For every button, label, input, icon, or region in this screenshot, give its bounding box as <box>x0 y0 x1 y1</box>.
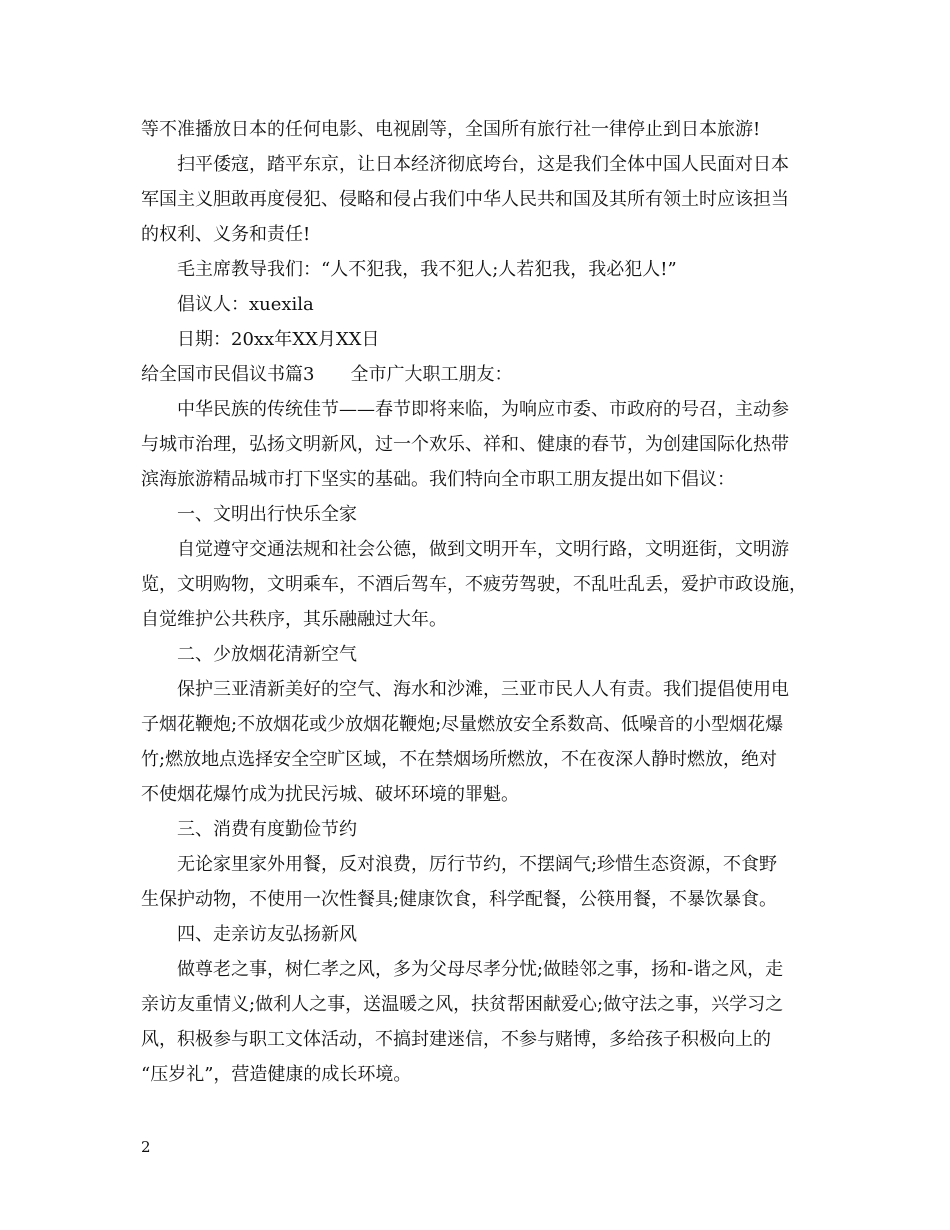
text-line: 给全国市民倡议书篇3 全市广大职工朋友： <box>141 364 513 385</box>
text-line: 子烟花鞭炮;不放烟花或少放烟花鞭炮;尽量燃放安全系数高、低噪音的小型烟花爆 <box>141 714 784 735</box>
text-line: 二、少放烟花清新空气 <box>177 644 357 665</box>
text-line: 生保护动物，不使用一次性餐具;健康饮食，科学配餐，公筷用餐，不暴饮暴食。 <box>141 889 778 910</box>
text-line: 自觉遵守交通法规和社会公德，做到文明开车，文明行路，文明逛街，文明游 <box>177 539 789 560</box>
text-line: 四、走亲访友弘扬新风 <box>177 924 357 945</box>
page-number: 2 <box>141 1138 151 1156</box>
text-line: 保护三亚清新美好的空气、海水和沙滩，三亚市民人人有责。我们提倡使用电 <box>177 679 789 700</box>
text-line: 军国主义胆敢再度侵犯、侵略和侵占我们中华人民共和国及其所有领土时应该担当 <box>141 189 789 210</box>
text-line: 不使烟花爆竹成为扰民污城、破坏环境的罪魁。 <box>141 784 519 805</box>
text-line: 无论家里家外用餐，反对浪费，厉行节约，不摆阔气;珍惜生态资源，不食野 <box>177 854 778 875</box>
text-line: 三、消费有度勤俭节约 <box>177 819 357 840</box>
text-line: 扫平倭寇，踏平东京，让日本经济彻底垮台，这是我们全体中国人民面对日本 <box>177 154 789 175</box>
text-line: 滨海旅游精品城市打下坚实的基础。我们特向全市职工朋友提出如下倡议： <box>141 469 735 490</box>
text-line: 的权利、义务和责任! <box>141 224 311 245</box>
text-line: 览，文明购物，文明乘车，不酒后驾车，不疲劳驾驶，不乱吐乱丢，爱护市政设施， <box>141 574 807 595</box>
text-line: 一、文明出行快乐全家 <box>177 504 357 525</box>
text-line: 与城市治理，弘扬文明新风，过一个欢乐、祥和、健康的春节，为创建国际化热带 <box>141 434 789 455</box>
text-line: 中华民族的传统佳节——春节即将来临，为响应市委、市政府的号召，主动参 <box>177 399 789 420</box>
text-line: 亲访友重情义;做利人之事，送温暖之风，扶贫帮困献爱心;做守法之事，兴学习之 <box>141 994 784 1015</box>
text-line: 毛主席教导我们：“人不犯我，我不犯人;人若犯我，我必犯人!” <box>177 259 677 280</box>
text-line: 做尊老之事，树仁孝之风，多为父母尽孝分忧;做睦邻之事，扬和-谐之风，走 <box>177 959 784 980</box>
text-line: 风，积极参与职工文体活动，不搞封建迷信，不参与赌博，多给孩子积极向上的 <box>141 1029 771 1050</box>
text-line: 自觉维护公共秩序，其乐融融过大年。 <box>141 609 447 630</box>
text-line: 竹;燃放地点选择安全空旷区域，不在禁烟场所燃放，不在夜深人静时燃放，绝对 <box>141 749 778 770</box>
document-body <box>141 112 813 1092</box>
text-line: “压岁礼”，营造健康的成长环境。 <box>141 1064 412 1085</box>
text-line: 倡议人：xuexila <box>177 294 314 315</box>
text-line: 等不准播放日本的任何电影、电视剧等，全国所有旅行社一律停止到日本旅游! <box>141 119 761 140</box>
text-line: 日期：20xx年XX月XX日 <box>177 329 380 350</box>
